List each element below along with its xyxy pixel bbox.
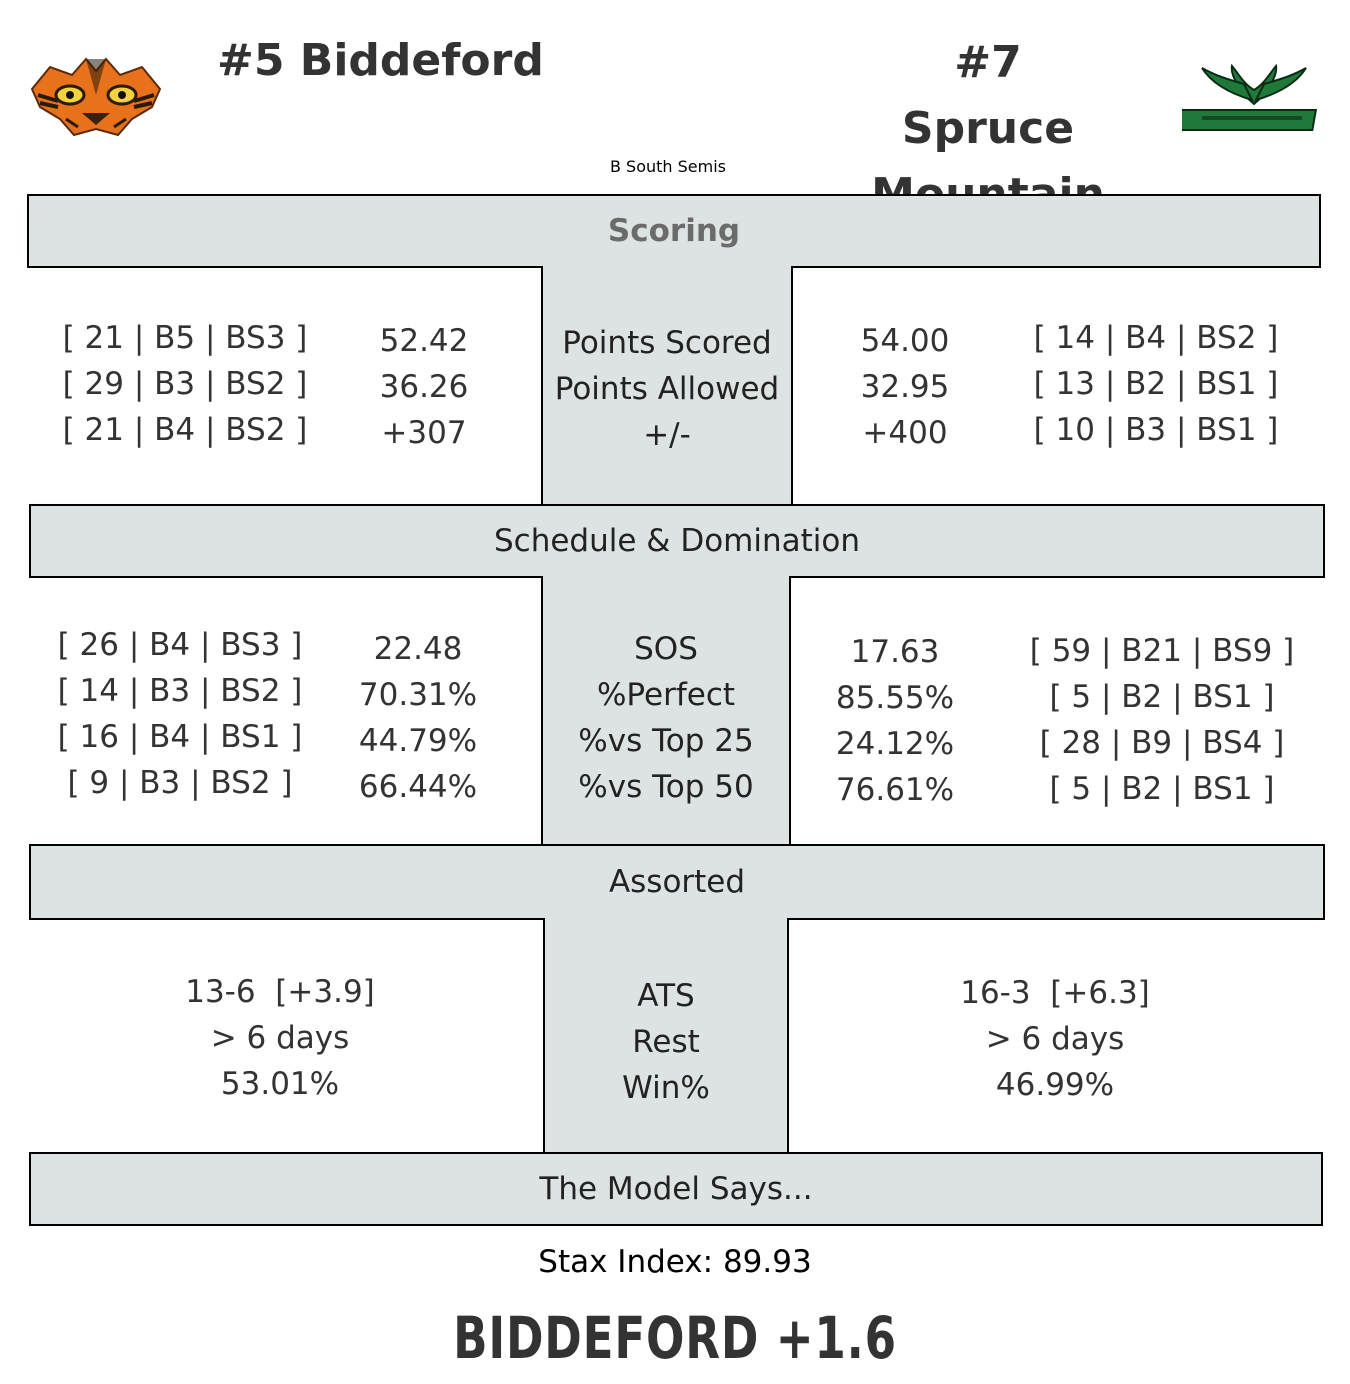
value-cell: +400 xyxy=(862,415,948,451)
rank-cell: [ 14 | B4 | BS2 ] xyxy=(1033,320,1279,356)
scoring-labels xyxy=(541,266,793,506)
home-assorted-values xyxy=(130,969,430,1107)
label-perfect: %Perfect xyxy=(596,677,736,713)
assorted-labels xyxy=(543,918,789,1154)
away-scoring-values xyxy=(825,318,985,456)
away-schedule-values xyxy=(815,629,975,813)
value-cell: 54.00 xyxy=(860,323,950,359)
rank-cell: [ 10 | B3 | BS1 ] xyxy=(1033,412,1279,448)
value-cell: 70.31% xyxy=(358,677,478,713)
home-scoring-values xyxy=(344,318,504,456)
home-team-name: #5 Biddeford xyxy=(217,35,544,86)
label-vs-top-50: %vs Top 50 xyxy=(578,769,754,805)
label-points-allowed: Points Allowed xyxy=(554,371,780,407)
rank-cell: [ 16 | B4 | BS1 ] xyxy=(57,719,303,755)
rank-cell: [ 14 | B3 | BS2 ] xyxy=(57,673,303,709)
rank-cell: [ 21 | B5 | BS3 ] xyxy=(62,320,308,356)
label-points-scored: Points Scored xyxy=(562,325,772,361)
away-scoring-ranks xyxy=(1026,315,1286,453)
value-cell: 52.42 xyxy=(379,323,469,359)
game-subtitle: B South Semis xyxy=(609,157,726,176)
rank-cell: [ 28 | B9 | BS4 ] xyxy=(1039,725,1285,761)
value-cell: 53.01% xyxy=(220,1066,340,1102)
value-cell: 22.48 xyxy=(373,631,463,667)
value-cell: 13-6 [+3.9] xyxy=(185,974,375,1010)
rank-cell: [ 26 | B4 | BS3 ] xyxy=(57,627,303,663)
away-schedule-ranks xyxy=(1020,628,1304,812)
rank-cell: [ 9 | B3 | BS2 ] xyxy=(67,765,293,801)
rank-cell: [ 13 | B2 | BS1 ] xyxy=(1033,366,1279,402)
rank-cell: [ 29 | B3 | BS2 ] xyxy=(62,366,308,402)
schedule-labels xyxy=(541,576,791,846)
value-cell: 17.63 xyxy=(850,634,940,670)
label-win-pct: Win% xyxy=(622,1070,710,1106)
value-cell: 76.61% xyxy=(835,772,955,808)
label-vs-top-25: %vs Top 25 xyxy=(578,723,754,759)
value-cell: 36.26 xyxy=(379,369,469,405)
tiger-logo xyxy=(28,55,164,139)
away-assorted-values xyxy=(905,970,1205,1108)
value-cell: +307 xyxy=(381,415,467,451)
value-cell: > 6 days xyxy=(985,1021,1125,1057)
value-cell: 44.79% xyxy=(358,723,478,759)
rank-cell: [ 21 | B4 | BS2 ] xyxy=(62,412,308,448)
label-sos: SOS xyxy=(634,631,698,667)
value-cell: 46.99% xyxy=(995,1067,1115,1103)
section-header-assorted: Assorted xyxy=(29,844,1325,920)
rank-cell: [ 5 | B2 | BS1 ] xyxy=(1049,771,1275,807)
section-header-model: The Model Says... xyxy=(29,1152,1323,1226)
stax-index: Stax Index: 89.93 xyxy=(538,1244,812,1280)
model-prediction: BIDDEFORD +1.6 xyxy=(453,1304,897,1372)
label-ats: ATS xyxy=(637,978,695,1014)
home-schedule-values xyxy=(338,626,498,810)
label-rest: Rest xyxy=(632,1024,700,1060)
label-plus-minus: +/- xyxy=(643,417,691,453)
value-cell: 24.12% xyxy=(835,726,955,762)
section-header-schedule: Schedule & Domination xyxy=(29,504,1325,578)
home-schedule-ranks xyxy=(50,622,310,806)
value-cell: 66.44% xyxy=(358,769,478,805)
section-header-scoring: Scoring xyxy=(27,194,1321,268)
phoenix-logo xyxy=(1182,64,1326,136)
away-team-name: #7 Spruce xyxy=(901,37,1075,154)
value-cell: 85.55% xyxy=(835,680,955,716)
rank-cell: [ 5 | B2 | BS1 ] xyxy=(1049,679,1275,715)
value-cell: 32.95 xyxy=(860,369,950,405)
value-cell: > 6 days xyxy=(210,1020,350,1056)
value-cell: 16-3 [+6.3] xyxy=(960,975,1150,1011)
home-scoring-ranks xyxy=(55,315,315,453)
rank-cell: [ 59 | B21 | BS9 ] xyxy=(1029,633,1295,669)
